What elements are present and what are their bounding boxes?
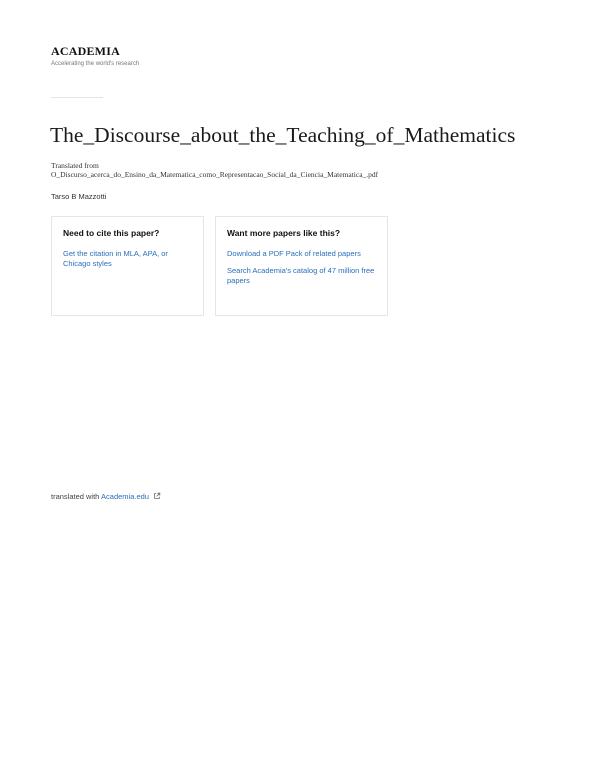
search-catalog-link[interactable]: Search Academia's catalog of 47 million free papers (227, 266, 375, 285)
source-filename: O_Discurso_acerca_do_Ensino_da_Matematica_como_Representacao_Social_da_Ciencia_Matematica_.pdf (51, 170, 379, 179)
cite-card (51, 216, 204, 316)
translated-with-footer (51, 492, 161, 501)
download-pdf-pack-link[interactable]: Download a PDF Pack of related papers (227, 249, 361, 258)
external-link-icon[interactable] (153, 492, 161, 500)
cite-card-heading: Need to cite this paper? (63, 228, 160, 238)
footer-prefix: translated with (51, 492, 100, 501)
translated-from-label: Translated from (51, 161, 99, 170)
more-papers-heading: Want more papers like this? (227, 228, 341, 238)
tagline: Accelerating the world's research (51, 61, 140, 67)
get-citation-link[interactable]: Get the citation in MLA, APA, or Chicago styles (63, 249, 168, 268)
paper-title: The_Discourse_about_the_Teaching_of_Mathematics (50, 123, 516, 147)
header-divider (51, 97, 103, 98)
author-name: Tarso B Mazzotti (51, 192, 107, 201)
more-papers-card (215, 216, 388, 316)
academia-edu-link[interactable]: Academia.edu (101, 492, 149, 501)
academia-logo[interactable]: ACADEMIA (51, 44, 120, 58)
